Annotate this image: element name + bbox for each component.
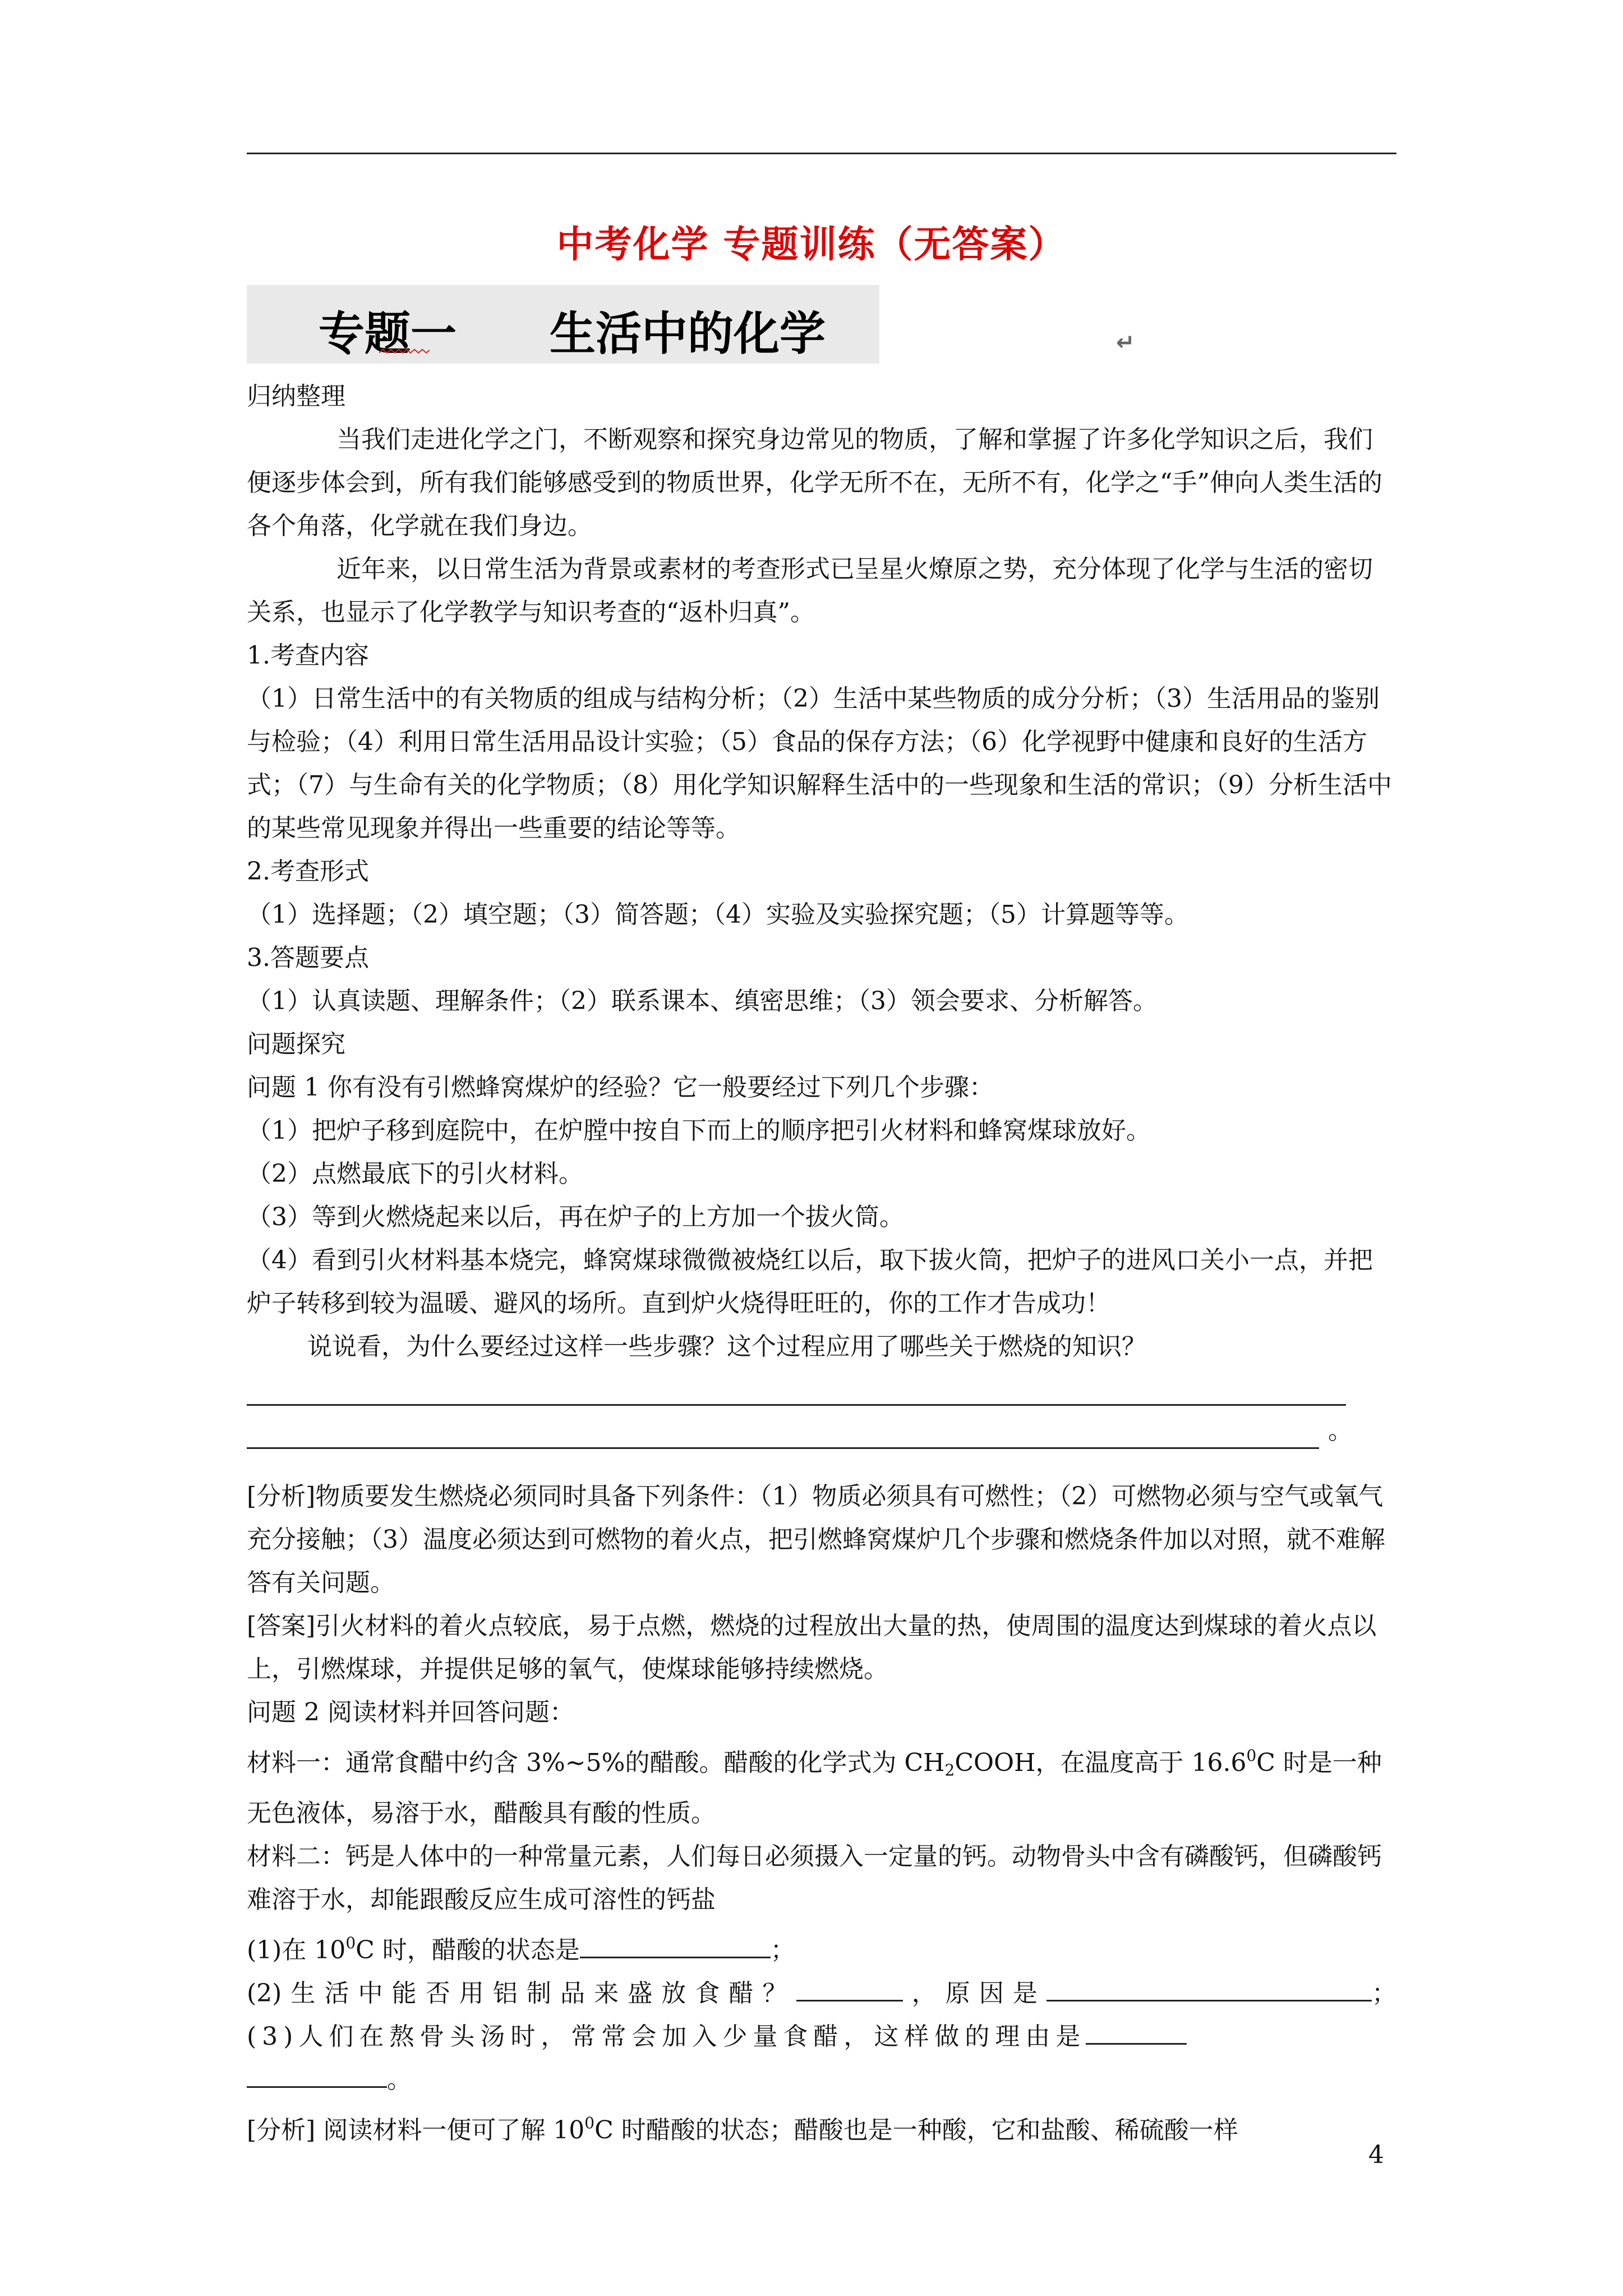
- section-text: （1）认真读题、理解条件；（2）联系课本、缜密思维；（3）领会要求、分析解答。: [247, 987, 1158, 1015]
- page-number: 4: [1368, 2141, 1384, 2169]
- intro-paragraph-2: 近年来，以日常生活为背景或素材的考查形式已呈星火燎原之势，充分体现了化学与生活的密切关系，也显示了化学教学与知识考查的“返朴归真”。: [247, 555, 1373, 627]
- fill-blank[interactable]: [1086, 2021, 1187, 2045]
- sub-question-1: (1)在 $10^0C$ 时，醋酸的状态是 ；: [247, 1934, 795, 1964]
- question-1-step: （4）看到引火材料基本烧完，蜂窝煤球微微被烧红以后，取下拔火筒，把炉子的进风口关小一点，并把炉子转移到较为温暖、避风的场所。直到炉火烧得旺旺的，你的工作才告成功！: [247, 1246, 1373, 1318]
- question-1-prompt: 说说看，为什么要经过这样一些步骤？这个过程应用了哪些关于燃烧的知识？: [307, 1332, 1146, 1361]
- material-2: 材料二：钙是人体中的一种常量元素，人们每日必须摄入一定量的钙。动物骨头中含有磷酸钙，但磷酸钙难溶于水，却能跟酸反应生成可溶性的钙盐: [247, 1842, 1382, 1914]
- question-1-intro: 问题 1 你有没有引燃蜂窝煤炉的经验？它一般要经过下列几个步骤：: [247, 1073, 994, 1102]
- heading-induction: 归纳整理: [247, 382, 345, 411]
- heading-explore: 问题探究: [247, 1030, 345, 1059]
- material-1: 材料一：通常食醋中约含 3%~5%的醋酸。醋酸的化学式为 $CH_2COOH$，在温度高于 16.6$^0$C 时是一种无色液体，易溶于水，醋酸具有酸的性质。: [247, 1746, 1382, 1828]
- header-rule: [247, 153, 1396, 154]
- fill-blank[interactable]: [247, 2064, 387, 2088]
- question-2-analysis: [分析] 阅读材料一便可了解 $10^0C$ 时醋酸的状态；醋酸也是一种酸，它和盐酸、稀硫酸一样: [247, 2114, 1238, 2145]
- fill-blank[interactable]: [580, 1934, 771, 1958]
- document-title: 中考化学 专题训练（无答案）: [556, 222, 1067, 266]
- answer-line-2[interactable]: [247, 1411, 1396, 1455]
- topic-banner: [247, 285, 1135, 364]
- question-1-step: （3）等到火燃烧起来以后，再在炉子的上方加一个拔火筒。: [247, 1203, 904, 1231]
- question-1-analysis: [分析]物质要发生燃烧必须同时具备下列条件：（1）物质必须具有可燃性；（2）可燃物必须与空气或氧气充分接触；（3）温度必须达到可燃物的着火点，把引燃蜂窝煤炉几个步骤和燃烧条件加以对照，就不难解答有关问题。: [247, 1482, 1385, 1597]
- sub-question-3: (3)人们在熬骨头汤时，常常会加入少量食醋，这样做的理由是: [247, 2015, 1396, 2058]
- question-1-step: （1）把炉子移到庭院中，在炉膛中按自下而上的顺序把引火材料和蜂窝煤球放好。: [247, 1116, 1151, 1145]
- question-1-step: （2）点燃最底下的引火材料。: [247, 1159, 583, 1188]
- section-text: （1）选择题；（2）填空题；（3）简答题；（4）实验及实验探究题；（5）计算题等等。: [247, 900, 1189, 929]
- paragraph-mark-icon: ↵: [1116, 330, 1135, 356]
- topic-name: 生活中的化学 ↵: [550, 307, 1135, 361]
- fill-blank[interactable]: [1046, 1977, 1372, 2001]
- section-heading: 3.答题要点: [247, 944, 369, 972]
- section-heading: 2.考查形式: [247, 857, 369, 886]
- section-text: （1）日常生活中的有关物质的组成与结构分析；（2）生活中某些物质的成分分析；（3）生活用品的鉴别与检验；（4）利用日常生活用品设计实验；（5）食品的保存方法；（6）化学视野中健康和良好的生活方式；（7）与生命有关的化学物质；（8）用化学知识解释生活中的一些现象和生活的常识；（9）分析生活中的某些常见现象并得出一些重要的结论等等。: [247, 684, 1392, 843]
- sub-question-2: (2)生活中能否用铝制品来盛放食醋？ ，原因是 ；: [247, 1972, 1396, 2015]
- answer-line-period: 。: [1328, 1416, 1353, 1445]
- section-heading: 1.考查内容: [247, 641, 369, 670]
- sub-question-3-cont: 。: [247, 2058, 1396, 2101]
- intro-paragraph-1: 当我们走进化学之门，不断观察和探究身边常见的物质，了解和掌握了许多化学知识之后，我们便逐步体会到，所有我们能够感受到的物质世界，化学无所不在，无所不有，化学之“手”伸向人类生活的各个角落，化学就在我们身边。: [247, 425, 1382, 540]
- answer-line-1[interactable]: [247, 1368, 1396, 1411]
- spellcheck-squiggle: [379, 348, 430, 355]
- fill-blank[interactable]: [796, 1977, 903, 2001]
- question-2-intro: 问题 2 阅读材料并回答问题：: [247, 1698, 574, 1727]
- question-1-answer: [答案]引火材料的着火点较底，易于点燃，燃烧的过程放出大量的热，使周围的温度达到煤球的着火点以上，引燃煤球，并提供足够的氧气，使煤球能够持续燃烧。: [247, 1612, 1377, 1683]
- topic-number: 专题一: [319, 307, 457, 361]
- document-body: [247, 375, 1396, 2152]
